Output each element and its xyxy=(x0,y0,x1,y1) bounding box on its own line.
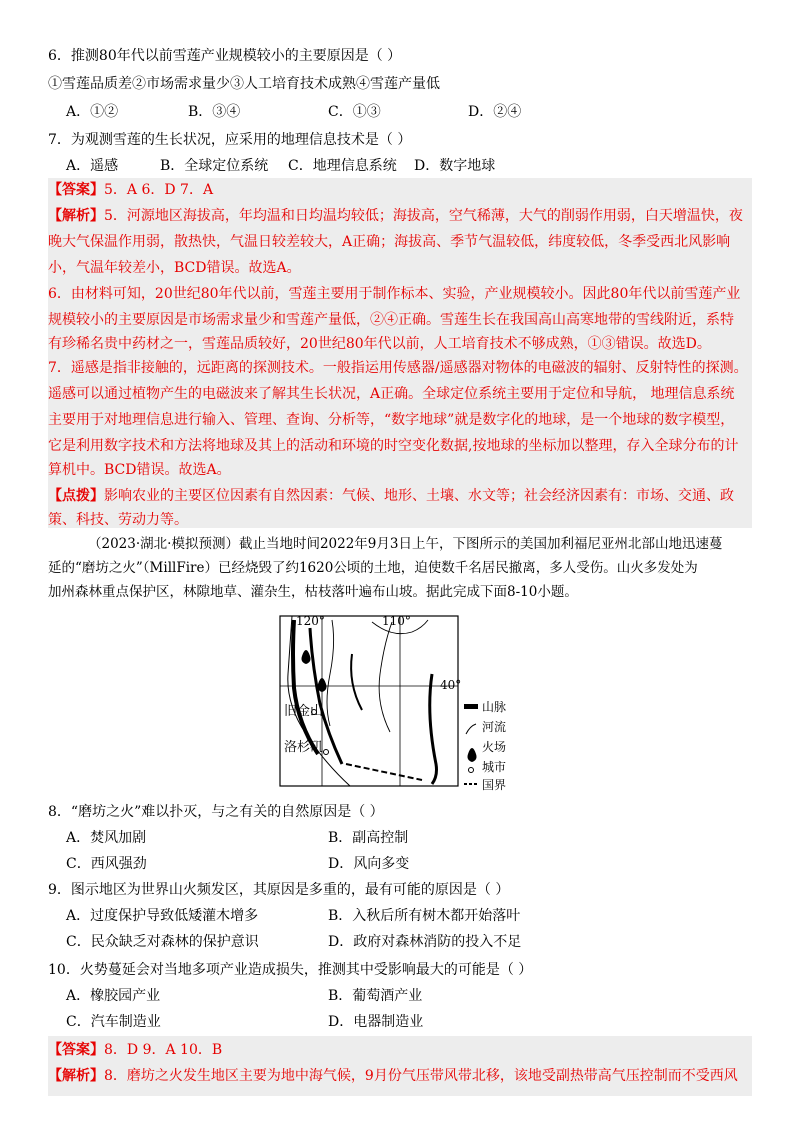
q6-option-a: A．①② xyxy=(66,104,119,120)
q7-option-b: B．全球定位系统 xyxy=(160,158,269,174)
q6-option-c: C．①③ xyxy=(328,104,381,120)
analysis-tag: 【解析】 xyxy=(48,208,104,224)
q7-option-d: D．数字地球 xyxy=(414,158,496,174)
city-los-angeles xyxy=(324,750,329,755)
q7-stem: 7．为观测雪莲的生长状况，应采用的地理信息技术是（ ） xyxy=(48,132,412,148)
q8-option-c: C．西风强劲 xyxy=(66,856,147,872)
answer-values: 5．A 6．D 7．A xyxy=(104,182,214,198)
material-text: 加州森林重点保护区，林隙地草、灌杂生，枯枝落叶遍布山坡。据此完成下面8-10小题。 xyxy=(48,584,578,600)
label-lat-40: 40° xyxy=(440,678,462,692)
legend-river: 河流 xyxy=(482,720,507,734)
tip-tag: 【点拨】 xyxy=(48,488,104,504)
legend-city: 城市 xyxy=(482,760,507,774)
q10-option-c: C．汽车制造业 xyxy=(66,1014,161,1030)
analysis-text: 规模较小的主要原因是市场需求量少和雪莲产量低，②④正确。雪莲生长在我国高山高寒地带的雪线附近，系特 xyxy=(48,312,734,328)
material-text: （2023·湖北·模拟预测）截止当地时间2022年9月3日上午，下图所示的美国加利福尼亚州北部山地迅速蔓 xyxy=(88,536,723,552)
label-lon-110: 110° xyxy=(382,614,411,628)
q7-option-a: A．遥感 xyxy=(66,158,119,174)
tip-text: 策、科技、劳动力等。 xyxy=(48,512,188,528)
label-san-francisco: 旧金山 xyxy=(284,704,324,719)
analysis-text: 有珍稀名贵中药材之一，雪莲品质较好，20世纪80年代以前，人工培育技术不够成熟，①③错误。故选D。 xyxy=(48,336,711,352)
legend-mountain-icon xyxy=(464,704,478,709)
q10-option-b: B．葡萄酒产业 xyxy=(328,988,423,1004)
q8-option-d: D．风向多变 xyxy=(328,856,410,872)
q6-option-b: B．③④ xyxy=(188,104,241,120)
tip-line xyxy=(48,486,734,506)
legend-city-icon xyxy=(469,768,474,773)
q9-option-c: C．民众缺乏对森林的保护意识 xyxy=(66,934,259,950)
q8-stem: 8．“磨坊之火”难以扑灭，与之有关的自然原因是（ ） xyxy=(48,804,384,820)
analysis-text: 5．河源地区海拔高，年均温和日均温均较低；海拔高，空气稀薄，大气的削弱作用弱，白天增温快，夜 xyxy=(104,208,743,224)
legend-fire-icon xyxy=(468,748,477,762)
legend-border: 国界 xyxy=(482,778,507,792)
q9-option-b: B．入秋后所有树木都开始落叶 xyxy=(328,908,521,924)
label-lon-120: 120° xyxy=(296,614,325,628)
tip-text: 影响农业的主要区位因素有自然因素：气候、地形、土壤、水文等；社会经济因素有：市场、交通、政 xyxy=(104,488,734,504)
legend-river-icon xyxy=(466,724,476,734)
analysis-text: 算机中。BCD错误。故选A。 xyxy=(48,462,231,478)
q7-option-c: C．地理信息系统 xyxy=(288,158,397,174)
q9-stem: 9．图示地区为世界山火频发区，其原因是多重的，最有可能的原因是（ ） xyxy=(48,882,510,898)
analysis-tag: 【解析】 xyxy=(48,1068,104,1084)
analysis-line xyxy=(48,206,743,226)
analysis-text: 主要用于对地理信息进行输入、管理、查询、分析等，“数字地球”就是数字化的地球，是一个地球的数字模型， xyxy=(48,412,735,428)
analysis-text: 它是利用数字技术和方法将地球及其上的活动和环境的时空变化数据,按地球的坐标加以整理，存入全球分布的计 xyxy=(48,438,739,454)
q6-stem: 6．推测80年代以前雪莲产业规模较小的主要原因是（ ） xyxy=(48,48,402,64)
q10-stem: 10．火势蔓延会对当地多项产业造成损失，推测其中受影响最大的可能是（ ） xyxy=(48,962,533,978)
analysis-text: 小，气温年较差小，BCD错误。故选A。 xyxy=(48,260,301,276)
q6-statements: ①雪莲品质差②市场需求量少③人工培育技术成熟④雪莲产量低 xyxy=(48,76,440,92)
answer-tag: 【答案】 xyxy=(48,1042,104,1058)
q9-option-d: D．政府对森林消防的投入不足 xyxy=(328,934,522,950)
analysis-text: 7．遥感是指非接触的，远距离的探测技术。一般指运用传感器/遥感器对物体的电磁波的辐射、反射特性的探测。 xyxy=(48,360,748,376)
analysis-text: 晚大气保温作用弱，散热快，气温日较差较大，A正确；海拔高、季节气温较低，纬度较低，冬季受西北风影响 xyxy=(48,234,731,250)
label-los-angeles: 洛杉矶 xyxy=(284,740,324,755)
answer-values: 8．D 9．A 10．B xyxy=(104,1042,223,1058)
analysis-line-2 xyxy=(48,1066,738,1086)
q10-option-d: D．电器制造业 xyxy=(328,1014,424,1030)
answer-line-1 xyxy=(48,180,213,200)
legend-mountain: 山脉 xyxy=(482,700,507,714)
answer-tag: 【答案】 xyxy=(48,182,104,198)
q8-option-a: A．焚风加剧 xyxy=(66,830,147,846)
answer-line-2 xyxy=(48,1040,222,1060)
q10-option-a: A．橡胶园产业 xyxy=(66,988,161,1004)
q8-option-b: B．副高控制 xyxy=(328,830,409,846)
analysis-text: 8．磨坊之火发生地区主要为地中海气候，9月份气压带风带北移，该地受副热带高气压控制而不受西风 xyxy=(104,1068,738,1084)
material-text: 延的“磨坊之火”（MillFire）已经烧毁了约1620公顷的土地，迫使数千名居民撤离，多人受伤。山火多发处为 xyxy=(48,560,698,576)
q6-option-d: D．②④ xyxy=(468,104,522,120)
analysis-text: 遥感可以通过植物产生的电磁波来了解其生长状况，A正确。全球定位系统主要用于定位和导航， 地理信息系统 xyxy=(48,386,735,402)
analysis-text: 6．由材料可知，20世纪80年代以前，雪莲主要用于制作标本、实验，产业规模较小。因此80年代以前雪莲产业 xyxy=(48,286,741,302)
q9-option-a: A．过度保护导致低矮灌木增多 xyxy=(66,908,259,924)
california-map xyxy=(272,614,528,790)
legend-fire: 火场 xyxy=(482,740,507,754)
